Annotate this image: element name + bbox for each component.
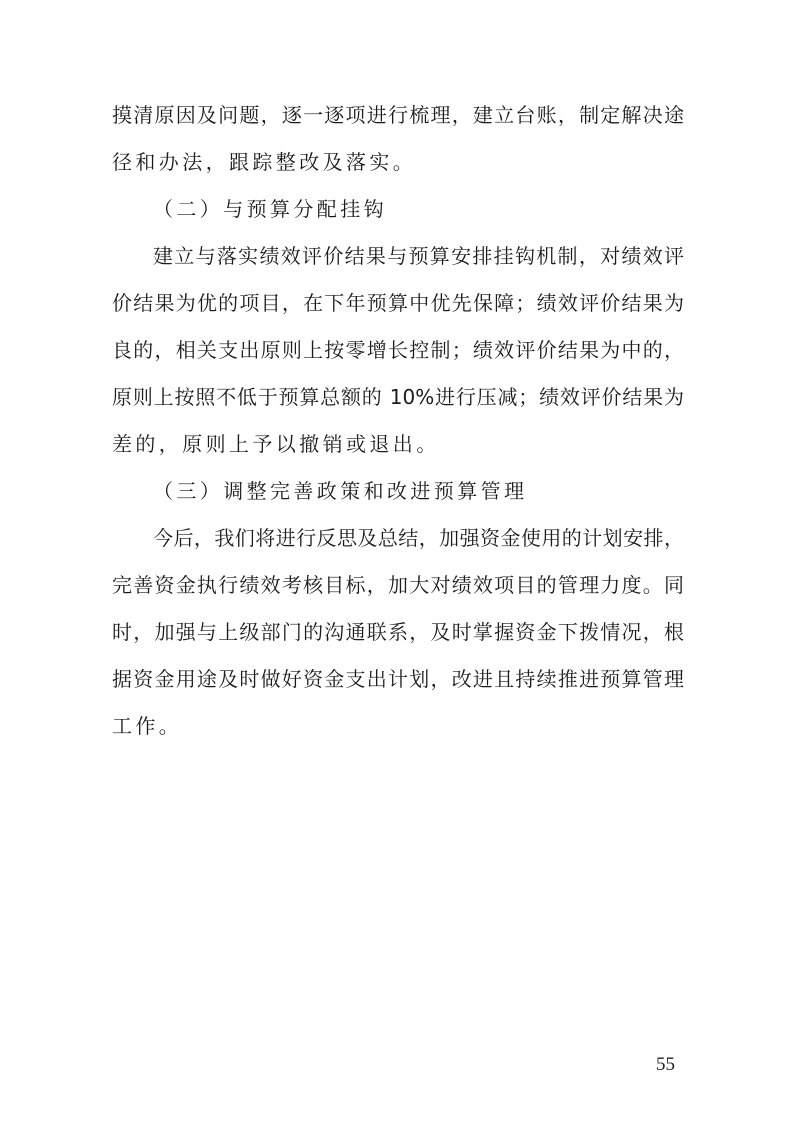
paragraph-line: 价结果为优的项目，在下年预算中优先保障；绩效评价结果为 (112, 291, 684, 315)
paragraph-line: 建立与落实绩效评价结果与预算安排挂钩机制，对绩效评 (153, 244, 684, 268)
paragraph-line: 原则上按照不低于预算总额的 10%进行压减；绩效评价结果为 (112, 385, 684, 409)
paragraph-line: 差的，原则上予以撤销或退出。 (112, 432, 440, 456)
paragraph-line: 摸清原因及问题，逐一逐项进行梳理，建立台账，制定解决途 (112, 103, 684, 127)
section-heading: （二）与预算分配挂钩 (153, 197, 387, 221)
paragraph-line: 良的，相关支出原则上按零增长控制；绩效评价结果为中的， (112, 338, 684, 362)
paragraph-line: 工作。 (112, 714, 183, 738)
paragraph-line: 完善资金执行绩效考核目标，加大对绩效项目的管理力度。同 (112, 573, 684, 597)
paragraph-line: 据资金用途及时做好资金支出计划，改进且持续推进预算管理 (112, 667, 684, 691)
paragraph-line: 时，加强与上级部门的沟通联系，及时掌握资金下拨情况，根 (112, 620, 684, 644)
section-heading: （三）调整完善政策和改进预算管理 (153, 479, 528, 503)
paragraph-line: 径和办法，跟踪整改及落实。 (112, 150, 417, 174)
paragraph-line: 今后，我们将进行反思及总结，加强资金使用的计划安排， (153, 526, 684, 550)
page-number: 55 (656, 1054, 675, 1075)
